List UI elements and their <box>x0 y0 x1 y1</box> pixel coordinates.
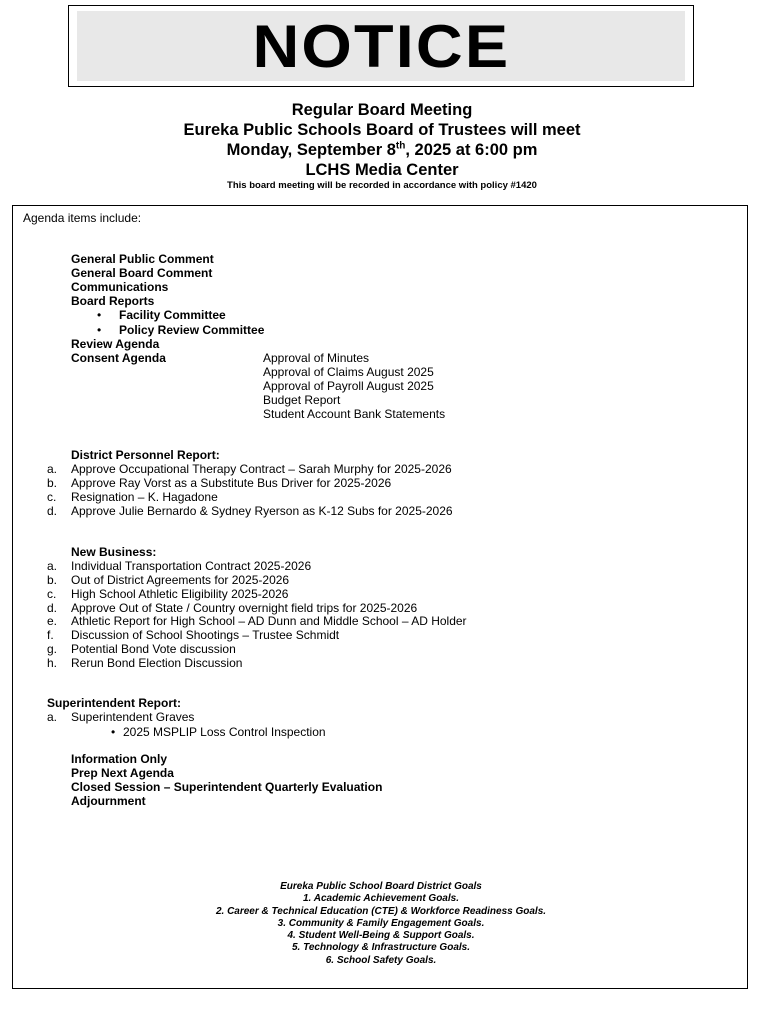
list-letter: h. <box>47 656 58 670</box>
closing-item: Information Only <box>71 752 167 766</box>
goal-item: 4. Student Well-Being & Support Goals. <box>287 930 475 942</box>
personnel-item: Resignation – K. Hagadone <box>71 490 218 504</box>
meeting-board: Eureka Public Schools Board of Trustees will meet <box>183 121 581 139</box>
new-business-item: Approve Out of State / Country overnight field trips for 2025-2026 <box>71 601 418 615</box>
meeting-header <box>0 100 764 192</box>
list-letter: b. <box>47 476 58 490</box>
closing-item: Adjournment <box>71 794 146 808</box>
board-report-item: Facility Committee <box>119 308 226 322</box>
personnel-title: District Personnel Report: <box>71 448 220 462</box>
consent-item: Approval of Payroll August 2025 <box>263 379 434 393</box>
bullet-icon: • <box>97 308 102 322</box>
goal-item: 3. Community & Family Engagement Goals. <box>277 917 485 929</box>
list-letter: a. <box>47 462 58 476</box>
new-business-item: Out of District Agreements for 2025-2026 <box>71 573 290 587</box>
meeting-type: Regular Board Meeting <box>291 101 473 119</box>
bullet-icon: • <box>111 725 116 739</box>
agenda-box <box>12 205 748 989</box>
goal-item: 2. Career & Technical Education (CTE) & Workforce Readiness Goals. <box>215 905 547 917</box>
bullet-icon: • <box>97 323 102 337</box>
new-business-item: Discussion of School Shootings – Trustee Schmidt <box>71 628 340 642</box>
meeting-location: LCHS Media Center <box>305 161 459 179</box>
agenda-item: Board Reports <box>71 294 155 308</box>
recording-notice: This board meeting will be recorded in accordance with policy #1420 <box>227 180 537 191</box>
superintendent-title: Superintendent Report: <box>47 696 181 710</box>
list-letter: c. <box>47 490 57 504</box>
goals-title: Eureka Public School Board District Goals <box>280 881 482 892</box>
goal-item: 5. Technology & Infrastructure Goals. <box>292 942 470 954</box>
new-business-item: Rerun Bond Election Discussion <box>71 656 243 670</box>
consent-item: Approval of Minutes <box>263 351 370 365</box>
consent-item: Student Account Bank Statements <box>263 407 446 421</box>
consent-item: Budget Report <box>263 393 341 407</box>
goal-item: 1. Academic Achievement Goals. <box>303 893 459 905</box>
new-business-item: Potential Bond Vote discussion <box>71 642 236 656</box>
personnel-item: Approve Julie Bernardo & Sydney Ryerson as K-12 Subs for 2025-2026 <box>71 504 453 518</box>
list-letter: e. <box>47 614 58 628</box>
list-letter: b. <box>47 573 58 587</box>
list-letter: a. <box>47 710 58 724</box>
agenda-intro: Agenda items include: <box>23 211 142 225</box>
consent-agenda-label: Consent Agenda <box>71 351 166 365</box>
list-letter: c. <box>47 587 57 601</box>
new-business-item: Athletic Report for High School – AD Dunn and Middle School – AD Holder <box>71 614 467 628</box>
meeting-date-suffix: th <box>395 140 406 152</box>
agenda-item: Communications <box>71 280 169 294</box>
meeting-date-main: Monday, September 8 <box>226 141 396 159</box>
new-business-item: Individual Transportation Contract 2025-2026 <box>71 559 312 573</box>
agenda-item: General Board Comment <box>71 266 213 280</box>
consent-item: Approval of Claims August 2025 <box>263 365 434 379</box>
review-agenda: Review Agenda <box>71 337 160 351</box>
meeting-date <box>0 140 764 160</box>
personnel-item: Approve Ray Vorst as a Substitute Bus Driver for 2025-2026 <box>71 476 392 490</box>
goal-item: 6. School Safety Goals. <box>325 954 437 966</box>
list-letter: g. <box>47 642 58 656</box>
list-letter: d. <box>47 504 58 518</box>
list-letter: f. <box>47 628 54 642</box>
notice-banner <box>68 5 694 87</box>
list-letter: a. <box>47 559 58 573</box>
closing-item: Closed Session – Superintendent Quarterly Evaluation <box>71 780 383 794</box>
board-report-item: Policy Review Committee <box>119 323 265 337</box>
notice-banner-fill <box>77 11 685 81</box>
superintendent-bullet-item: 2025 MSPLIP Loss Control Inspection <box>123 725 326 739</box>
superintendent-name: Superintendent Graves <box>71 710 195 724</box>
new-business-item: High School Athletic Eligibility 2025-2026 <box>71 587 289 601</box>
meeting-date-time: , 2025 at 6:00 pm <box>405 141 538 159</box>
new-business-title: New Business: <box>71 545 157 559</box>
list-letter: d. <box>47 601 58 615</box>
notice-title: NOTICE <box>252 13 510 80</box>
personnel-item: Approve Occupational Therapy Contract – Sarah Murphy for 2025-2026 <box>71 462 452 476</box>
closing-item: Prep Next Agenda <box>71 766 174 780</box>
agenda-item: General Public Comment <box>71 252 214 266</box>
district-goals <box>13 881 749 967</box>
